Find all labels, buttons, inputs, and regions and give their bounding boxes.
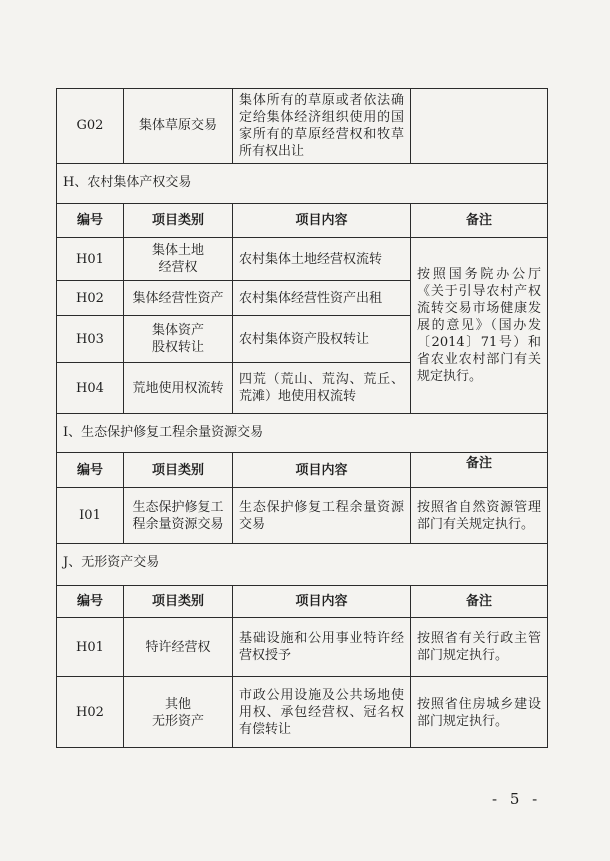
- section-title: H、农村集体产权交易: [63, 175, 192, 190]
- header-content: 项目内容: [295, 462, 348, 478]
- header-note: 备注: [465, 212, 492, 228]
- cell-content: 集体所有的草原或者依法确定给集体经济组织使用的国家所有的草原经营权和牧草所有权出让: [239, 92, 404, 159]
- cell-type: 集体草原交易: [138, 118, 217, 133]
- cell-code: H01: [76, 251, 104, 267]
- header-code: 编号: [76, 594, 103, 609]
- cell-code: H01: [76, 639, 104, 655]
- section-title: I、生态保护修复工程余量资源交易: [63, 425, 264, 440]
- cell-code: I01: [79, 508, 101, 523]
- rule: [56, 413, 548, 414]
- cell-type: 生态保护修复工 程余量资源交易: [132, 499, 224, 532]
- page-number: - 5 -: [492, 790, 542, 808]
- cell-type: 其他 无形资产: [151, 696, 204, 729]
- cell-code: H03: [76, 331, 104, 347]
- rule: [56, 543, 548, 544]
- cell-content: 农村集体经营性资产出租: [239, 290, 383, 306]
- cell-type: 荒地使用权流转: [132, 380, 224, 396]
- cell-note: 按照省住房城乡建设部门规定执行。: [417, 696, 541, 729]
- header-type: 项目类别: [151, 212, 204, 228]
- cell-code: H04: [76, 380, 104, 396]
- cell-content: 市政公用设施及公共场地使用权、承包经营权、冠名权有偿转让: [239, 688, 404, 737]
- cell-type: 集体资产 股权转让: [151, 323, 204, 355]
- header-note: 备注: [465, 594, 492, 609]
- col-divider: [410, 88, 411, 163]
- cell-code: G02: [76, 118, 104, 133]
- cell-code: H02: [76, 290, 104, 306]
- header-note: 备注: [465, 455, 492, 471]
- header-code: 编号: [76, 462, 103, 478]
- cell-content: 四荒（荒山、荒沟、荒丘、荒滩）地使用权流转: [239, 372, 404, 404]
- cell-content: 基础设施和公用事业特许经营权授予: [239, 631, 404, 663]
- cell-content: 农村集体土地经营权流转: [239, 251, 383, 267]
- cell-type: 集体经营性资产: [132, 290, 224, 306]
- cell-note: 按照省有关行政主管部门规定执行。: [417, 631, 541, 663]
- cell-type: 特许经营权: [145, 639, 211, 655]
- cell-content: 生态保护修复工程余量资源交易: [239, 499, 404, 532]
- cell-note: 按照省自然资源管理部门有关规定执行。: [417, 499, 541, 532]
- cell-type: 集体土地 经营权: [151, 243, 204, 275]
- cell-code: H02: [76, 705, 104, 720]
- cell-note: 按照国务院办公厅《关于引导农村产权流转交易市场健康发展的意见》（国办发〔2014〕71号）和省农业农村部门有关规定执行。: [417, 267, 541, 384]
- cell-content: 农村集体资产股权转让: [239, 331, 370, 347]
- header-content: 项目内容: [295, 594, 348, 609]
- rule: [56, 163, 548, 164]
- header-type: 项目类别: [151, 594, 204, 609]
- header-type: 项目类别: [151, 462, 204, 478]
- header-content: 项目内容: [295, 212, 348, 228]
- header-code: 编号: [76, 212, 103, 228]
- section-title: J、无形资产交易: [63, 555, 160, 570]
